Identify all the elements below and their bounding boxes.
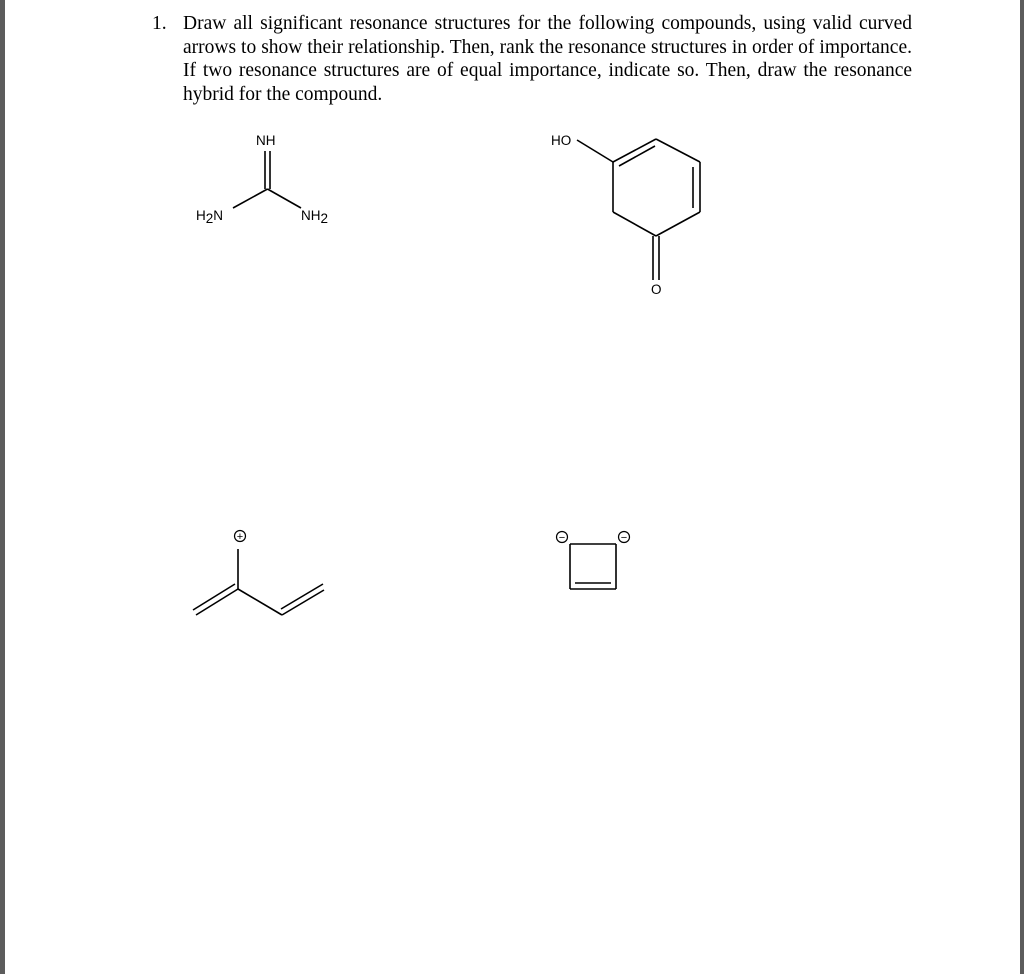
hydroxy-cyclohexadienone-structure: [540, 128, 720, 303]
viewer-left-border: [0, 0, 5, 974]
left-negative-charge-symbol: −: [558, 532, 566, 544]
left-amine-label: H2N: [196, 208, 224, 226]
c-c-single-bond: [238, 589, 282, 615]
question-1: [152, 12, 912, 106]
c-c-double-bond-b: [193, 584, 235, 610]
right-amine-label: NH2: [301, 208, 329, 226]
cyclobutene-dianion-structure: [550, 525, 640, 595]
allylic-cation-structure: [190, 522, 340, 632]
vinyl-double-bond-b: [281, 584, 323, 609]
c-oh-bond: [577, 140, 613, 162]
viewer-right-border: [1020, 0, 1024, 974]
positive-charge-symbol: +: [236, 531, 244, 543]
c-nh2-left-bond: [233, 189, 268, 208]
imine-nh-label: NH: [256, 133, 276, 148]
question-number: 1.: [152, 13, 167, 34]
right-negative-charge-symbol: −: [620, 532, 628, 544]
guanidine-structure: [180, 125, 360, 235]
vinyl-double-bond-a: [282, 590, 324, 615]
carbonyl-oxygen-label: O: [651, 282, 662, 297]
ring-bond-5: [613, 212, 656, 236]
hydroxyl-label: HO: [551, 133, 572, 148]
c-nh2-right-bond: [268, 189, 302, 208]
question-text: Draw all significant resonance structures for the following compounds, using valid curved arrows to show their relationship. Then, rank the resonance structures in order of importance. If two resonance structures are of equal importance, indicate so. Then, draw the resonance hybrid for the compound.: [183, 13, 912, 105]
ring-bond-1: [613, 139, 656, 162]
ring-bond-4: [656, 212, 700, 236]
c-c-double-bond-a: [196, 589, 238, 615]
ring-bond-2: [656, 139, 700, 162]
